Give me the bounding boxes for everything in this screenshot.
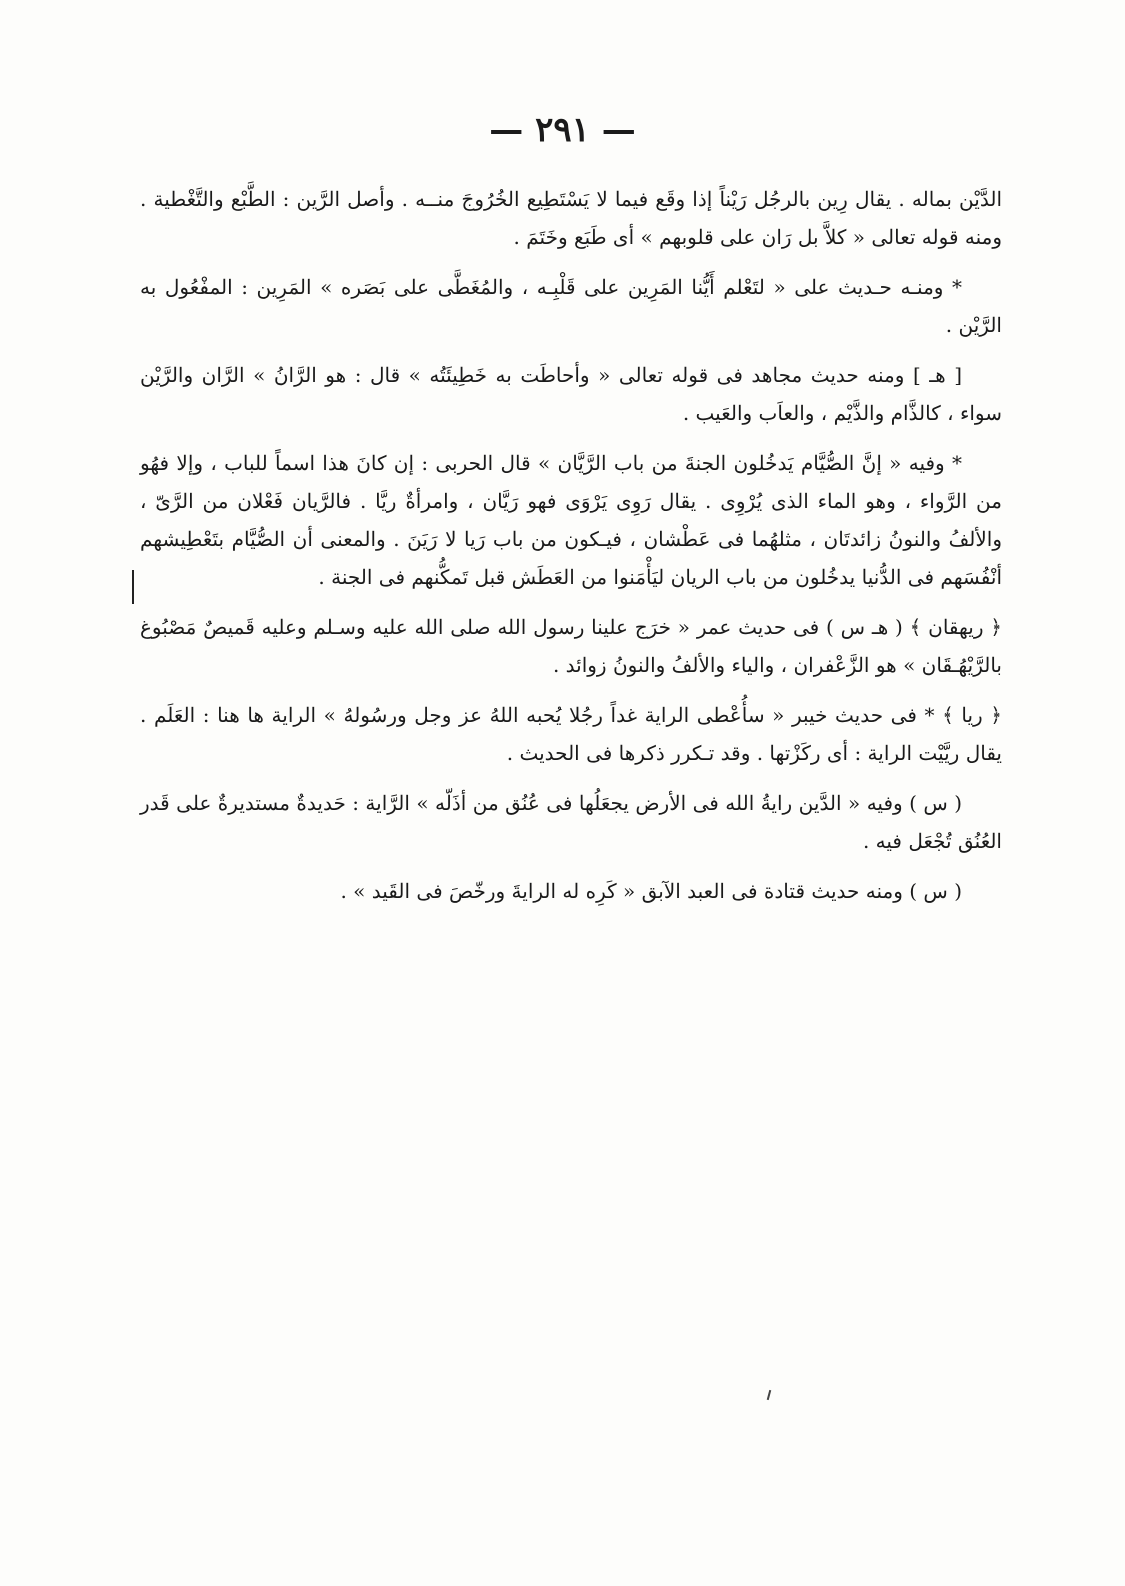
entry-paragraph: ﴿ ريا ﴾ * فى حديث خيبر « سأُعْطى الراية غداً رجُلا يُحبه اللهُ عز وجل ورسُولهُ » الراية ها هنا : العَلَم . يقال ريَّيْت الراية : أى ركَزْتها . وقد تـكرر ذكرها فى الحديث . xyxy=(140,703,1002,765)
entry-paragraph: [ هـ ] ومنه حديث مجاهد فى قوله تعالى « وأحاطَت به خَطِيئَتُه » قال : هو الرَّانُ » الرَّان والرَّيْن سواء ، كالذَّام والذَّيْم ، والعاَب والعَيب . xyxy=(140,363,1002,425)
entry-paragraph: ( س ) وفيه « الدَّين رايةُ الله فى الأرض يجعَلُها فى عُنُق من أذَلّه » الرَّاية : حَديدةٌ مستديرةٌ على قَدر العُنُق تُجْعَل فيه . xyxy=(140,791,1002,853)
entry-paragraph: ( س ) ومنه حديث قتادة فى العبد الآبق « كَرِه له الرايةَ ورخّصَ فى القَيد » . xyxy=(340,879,962,903)
entry-paragraph: الدَّيْن بماله . يقال رِين بالرجُل رَيْناً إذا وقَع فيما لا يَسْتَطِيع الخُرُوجَ منــه . وأصل الرَّين : الطَّبْع والتَّغْطية . ومنه قوله تعالى « كلاَّ بل رَان على قلوبهم » أى طَبَع وخَتَمَ . xyxy=(140,187,1002,249)
page-body xyxy=(140,180,1002,910)
page-number: — ٢٩١ — xyxy=(489,110,636,150)
stray-mark xyxy=(767,1390,772,1400)
margin-mark xyxy=(132,570,134,604)
entry-paragraph: ﴿ ريهقان ﴾ ( هـ س ) فى حديث عمر « خرَج علينا رسول الله صلى الله عليه وسـلم وعليه قَميصٌ مَصْبُوغ بالرَّيْهُـقَان » هو الزَّعْفران ، والياء والألفُ والنونُ زوائد . xyxy=(140,615,1002,677)
entry-paragraph: * ومنـه حـديث على « لتَعْلم أَيُّنا المَرِين على قَلْبِـه ، والمُغَطَّى على بَصَره » المَرِين : المفْعُول به الرَّيْن . xyxy=(140,275,1002,337)
entry-paragraph: * وفيه « إنَّ الصُّيَّام يَدخُلون الجنةَ من باب الرَّيَّان » قال الحربى : إن كانَ هذا اسماً للباب ، وإلا فهُو من الرَّواء ، وهو الماء الذى يُرْوِى . يقال رَوِى يَرْوَى فهو رَيَّان ، وامرأةٌ ريَّا . فالرَّيان فَعْلان من الرَّىّ ، والألفُ والنونُ زائدتَان ، مثلهُما فى عَطْشان ، فيـكون من باب رَيا لا رَيَنَ . والمعنى أن الصُّيَّام بتَعْطِيشهم أنْفُسَهم فى الدُّنيا يدخُلون من باب الريان ليَأْمَنوا من العَطَش قبل تَمكُّنهم فى الجنة . xyxy=(140,451,1003,589)
